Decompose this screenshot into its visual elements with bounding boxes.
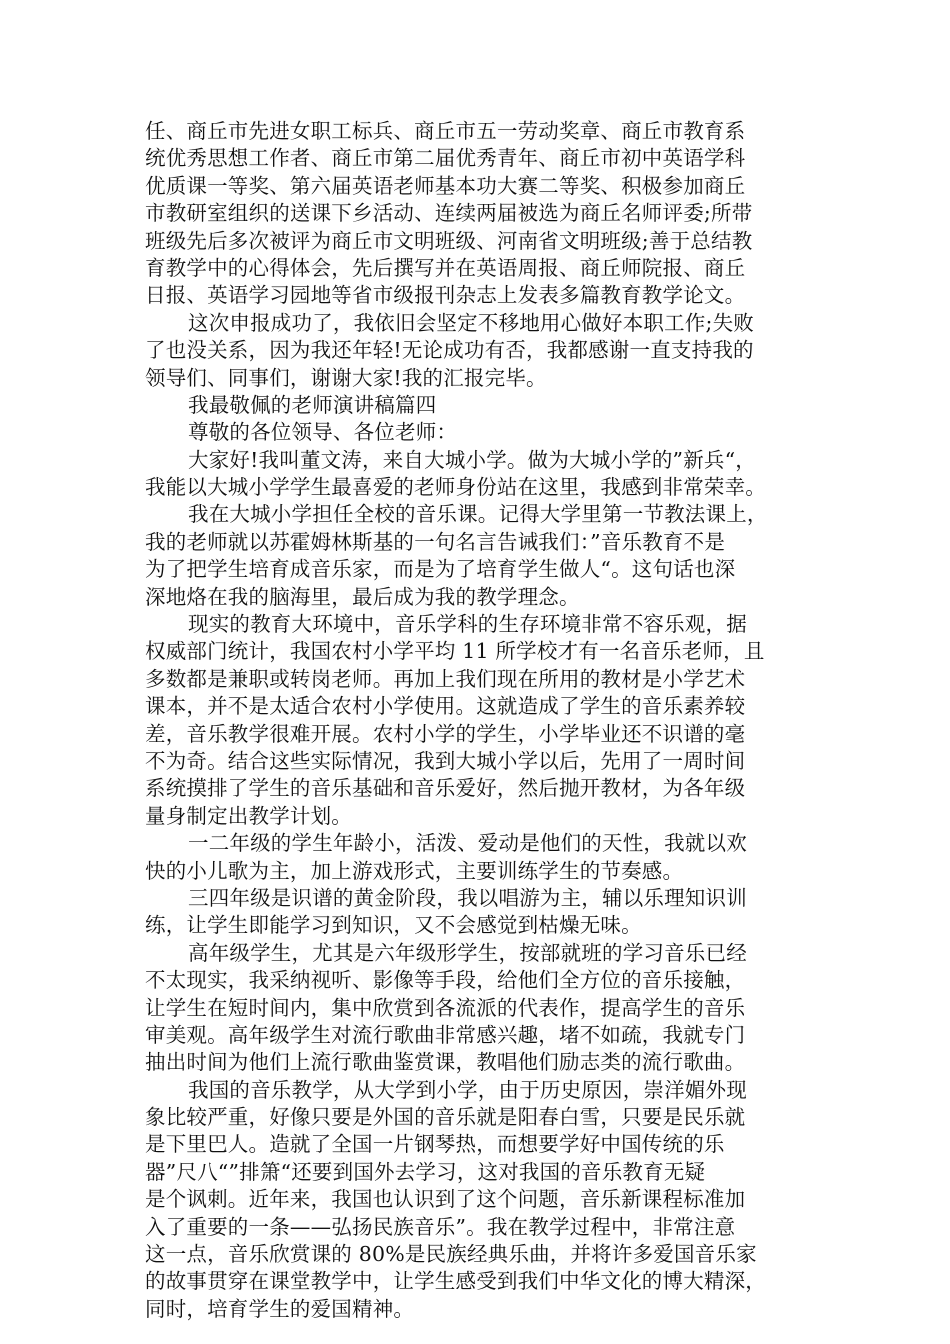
text-line: 差，音乐教学很难开展。农村小学的学生，小学毕业还不识谱的毫 (145, 721, 746, 746)
text-line: 器”尺八“”排箫“还要到国外去学习，这对我国的音乐教育无疑 (145, 1159, 706, 1184)
paragraph-first-line: 一二年级的学生年龄小，活泼、爱动是他们的天性，我就以欢 (188, 831, 747, 856)
text-line: 我能以大城小学学生最喜爱的老师身份站在这里，我感到非常荣幸。 (145, 475, 766, 500)
text-line: 市教研室组织的送课下乡活动、连续两届被选为商丘名师评委;所带 (145, 201, 753, 226)
text-line: 量身制定出教学计划。 (145, 803, 352, 828)
text-line: 同时，培育学生的爱国精神。 (145, 1296, 415, 1321)
text-line: 抽出时间为他们上流行歌曲鉴赏课，教唱他们励志类的流行歌曲。 (145, 1050, 746, 1075)
text-line: 快的小儿歌为主，加上游戏形式，主要训练学生的节奏感。 (145, 858, 684, 883)
text-line: 统优秀思想工作者、商丘市第二届优秀青年、商丘市初中英语学科 (145, 146, 746, 171)
document-body (145, 118, 813, 1323)
text-line: 多数都是兼职或转岗老师。再加上我们现在所用的教材是小学艺术 (145, 666, 746, 691)
paragraph-first-line: 我国的音乐教学，从大学到小学，由于历史原因，崇洋媚外现 (188, 1077, 747, 1102)
paragraph-first-line: 尊敬的各位领导、各位老师： (188, 420, 458, 445)
paragraph-first-line: 我在大城小学担任全校的音乐课。记得大学里第一节教法课上， (188, 502, 768, 527)
paragraph-first-line: 三四年级是识谱的黄金阶段，我以唱游为主，辅以乐理知识训 (188, 885, 747, 910)
text-line: 班级先后多次被评为商丘市文明班级、河南省文明班级;善于总结教 (145, 228, 753, 253)
text-line: 权威部门统计，我国农村小学平均 11 所学校才有一名音乐老师，且 (145, 639, 765, 664)
text-line: 练，让学生即能学习到知识，又不会感觉到枯燥无味。 (145, 913, 642, 938)
text-line: 不太现实，我采纳视听、影像等手段，给他们全方位的音乐接触， (145, 968, 746, 993)
paragraph-first-line: 这次申报成功了，我依旧会坚定不移地用心做好本职工作;失败 (188, 310, 755, 335)
text-line: 是个讽刺。近年来，我国也认识到了这个问题，音乐新课程标准加 (145, 1187, 746, 1212)
paragraph-first-line: 大家好!我叫董文涛，来自大城小学。做为大城小学的”新兵“， (188, 447, 756, 472)
paragraph-first-line: 高年级学生，尤其是六年级形学生，按部就班的学习音乐已经 (188, 940, 747, 965)
text-line: 领导们、同事们，谢谢大家!我的汇报完毕。 (145, 365, 547, 390)
text-line: 为了把学生培育成音乐家，而是为了培育学生做人“。这句话也深 (145, 557, 736, 582)
text-line: 象比较严重，好像只要是外国的音乐就是阳春白雪，只要是民乐就 (145, 1105, 746, 1130)
text-line: 让学生在短时间内，集中欣赏到各流派的代表作，提高学生的音乐 (145, 995, 746, 1020)
text-line: 是下里巴人。造就了全国一片钢琴热，而想要学好中国传统的乐 (145, 1132, 725, 1157)
text-line: 审美观。高年级学生对流行歌曲非常感兴趣，堵不如疏，我就专门 (145, 1022, 746, 1047)
paragraph-first-line: 现实的教育大环境中，音乐学科的生存环境非常不容乐观，据 (188, 612, 747, 637)
text-line: 系统摸排了学生的音乐基础和音乐爱好，然后抛开教材，为各年级 (145, 776, 746, 801)
text-line: 日报、英语学习园地等省市级报刊杂志上发表多篇教育教学论文。 (145, 283, 746, 308)
text-line: 任、商丘市先进女职工标兵、商丘市五一劳动奖章、商丘市教育系 (145, 119, 746, 143)
text-line: 这一点，音乐欣赏课的 80%是民族经典乐曲，并将许多爱国音乐家 (145, 1242, 757, 1267)
text-line: 入了重要的一条——弘扬民族音乐”。我在教学过程中，非常注意 (145, 1214, 736, 1239)
text-line: 育教学中的心得体会，先后撰写并在英语周报、商丘师院报、商丘 (145, 255, 746, 280)
text-line: 我的老师就以苏霍姆林斯基的一句名言告诫我们：”音乐教育不是 (145, 529, 726, 554)
text-line: 优质课一等奖、第六届英语老师基本功大赛二等奖、积极参加商丘 (145, 173, 746, 198)
text-line: 课本，并不是太适合农村小学使用。这就造成了学生的音乐素养较 (145, 694, 746, 719)
text-line: 的故事贯穿在课堂教学中，让学生感受到我们中华文化的博大精深， (145, 1269, 766, 1294)
text-line: 深地烙在我的脑海里，最后成为我的教学理念。 (145, 584, 580, 609)
text-line: 不为奇。结合这些实际情况，我到大城小学以后，先用了一周时间 (145, 748, 746, 773)
text-line: 了也没关系，因为我还年轻!无论成功有否，我都感谢一直支持我的 (145, 338, 754, 363)
paragraph-first-line: 我最敬佩的老师演讲稿篇四 (188, 392, 437, 417)
